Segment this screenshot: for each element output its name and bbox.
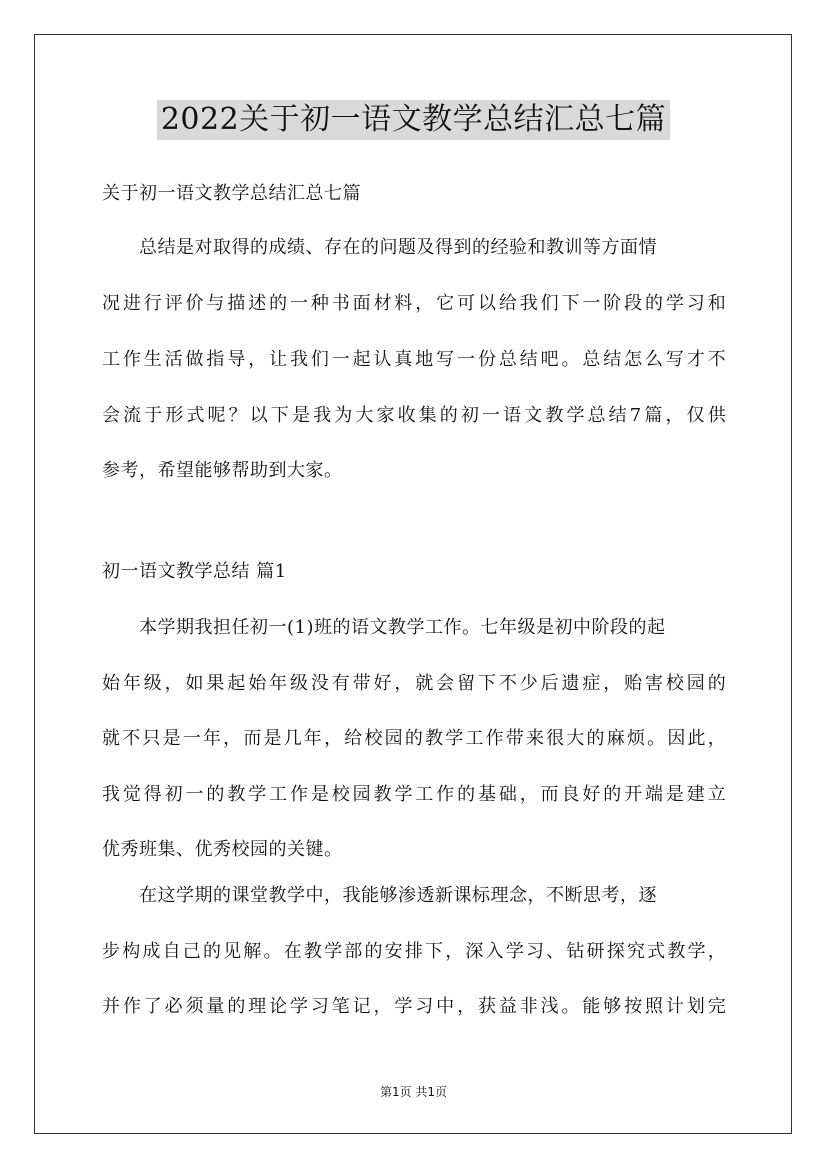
para1-line-2: 始年级，如果起始年级没有带好，就会留下不少后遗症，贻害校园的: [102, 673, 726, 694]
para2-line-3: 并作了必须量的理论学习笔记，学习中，获益非浅。能够按照计划完: [102, 996, 726, 1017]
page-footer: 第1页 共1页: [379, 1085, 448, 1099]
intro-line-2: 况进行评价与描述的一种书面材料，它可以给我们下一阶段的学习和: [102, 293, 726, 314]
intro-line-5: 参考，希望能够帮助到大家。: [102, 460, 343, 481]
para2-line-1: 在这学期的课堂教学中，我能够渗透新课标理念，不断思考，逐: [102, 885, 657, 906]
title-container: [0, 100, 827, 140]
para1-line-4: 我觉得初一的教学工作是校园教学工作的基础，而良好的开端是建立: [102, 784, 726, 805]
intro-line-4: 会流于形式呢？以下是我为大家收集的初一语文教学总结7篇，仅供: [102, 405, 726, 426]
para2-line-2: 步构成自己的见解。在教学部的安排下，深入学习、钻研探究式教学，: [102, 941, 726, 962]
document-title: 2022关于初一语文教学总结汇总七篇: [157, 100, 670, 140]
intro-line-1: 总结是对取得的成绩、存在的问题及得到的经验和教训等方面情: [102, 237, 657, 258]
section-heading: 初一语文教学总结 篇1: [102, 561, 287, 582]
para1-line-5: 优秀班集、优秀校园的关键。: [102, 839, 343, 860]
intro-line-3: 工作生活做指导，让我们一起认真地写一份总结吧。总结怎么写才不: [102, 349, 726, 370]
para1-line-1: 本学期我担任初一(1)班的语文教学工作。七年级是初中阶段的起: [102, 617, 666, 638]
document-subtitle: 关于初一语文教学总结汇总七篇: [102, 183, 361, 204]
para1-line-3: 就不只是一年，而是几年，给校园的教学工作带来很大的麻烦。因此，: [102, 728, 726, 749]
